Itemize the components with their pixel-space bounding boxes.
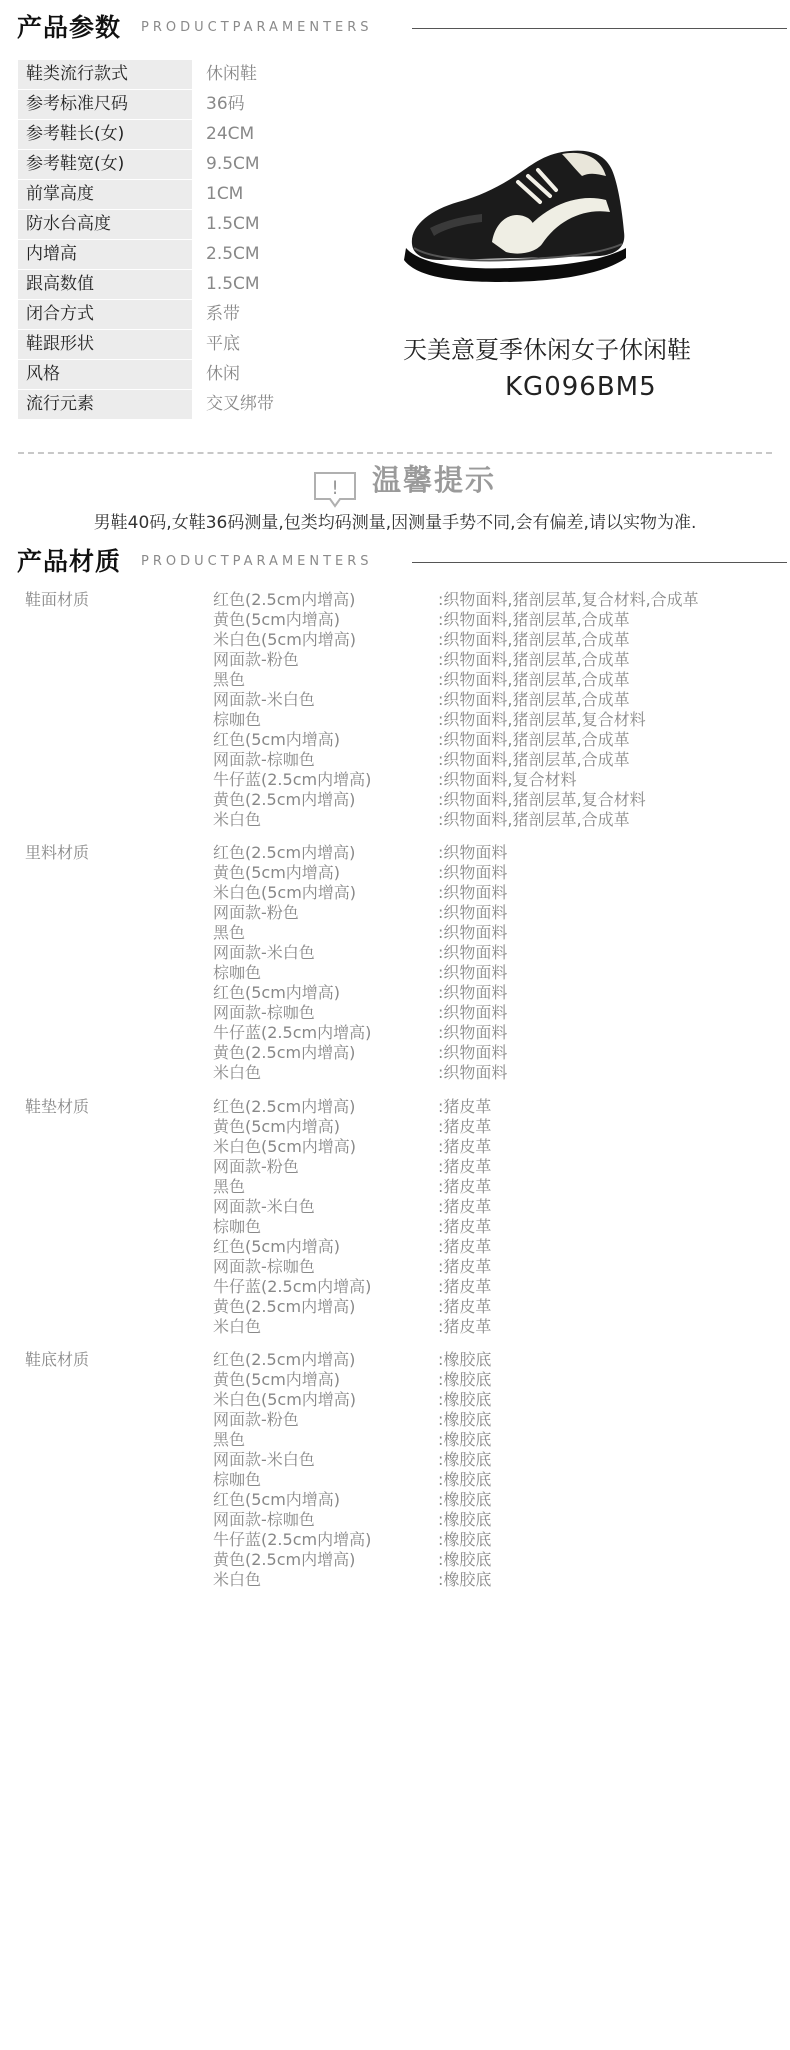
- material-value: :橡胶底: [438, 1450, 492, 1469]
- color-variant: 红色(5cm内增高): [213, 1237, 341, 1256]
- color-variant: 棕咖色: [213, 710, 262, 729]
- color-variant: 黄色(5cm内增高): [213, 1117, 341, 1136]
- material-value: :织物面料,猪剖层革,复合材料,合成革: [438, 590, 699, 609]
- param-label: 参考鞋长(女): [18, 120, 192, 149]
- param-value: 系带: [206, 304, 240, 324]
- param-label: 参考鞋宽(女): [18, 150, 192, 179]
- color-variant: 网面款-粉色: [213, 650, 299, 669]
- param-value: 9.5CM: [206, 154, 260, 174]
- color-variant: 网面款-米白色: [213, 1450, 315, 1469]
- color-variant: 黑色: [213, 923, 246, 942]
- color-variant: 红色(5cm内增高): [213, 1490, 341, 1509]
- color-variant: 网面款-粉色: [213, 1410, 299, 1429]
- material-value: :橡胶底: [438, 1470, 492, 1489]
- param-row: [18, 390, 318, 419]
- section-header-params: [17, 8, 787, 48]
- color-variant: 网面款-米白色: [213, 1197, 315, 1216]
- material-value: :橡胶底: [438, 1410, 492, 1429]
- param-row: [18, 150, 318, 179]
- color-variant: 黑色: [213, 1177, 246, 1196]
- material-value: :猪皮革: [438, 1097, 492, 1116]
- param-label: 风格: [18, 360, 192, 389]
- color-variant: 牛仔蓝(2.5cm内增高): [213, 770, 372, 789]
- material-value: :织物面料: [438, 1023, 508, 1042]
- material-value: :织物面料,猪剖层革,合成革: [438, 650, 630, 669]
- color-variant: 米白色(5cm内增高): [213, 630, 357, 649]
- color-variant: 黄色(5cm内增高): [213, 610, 341, 629]
- material-value-list: [438, 1350, 491, 1590]
- color-variant: 黑色: [213, 670, 246, 689]
- product-name: 天美意夏季休闲女子休闲鞋: [403, 336, 691, 364]
- color-variant: 米白色(5cm内增高): [213, 1390, 357, 1409]
- param-label: 参考标准尺码: [18, 90, 192, 119]
- material-value: :橡胶底: [438, 1490, 492, 1509]
- color-variant: 黄色(2.5cm内增高): [213, 1550, 356, 1569]
- material-value: :织物面料: [438, 883, 508, 902]
- param-row: [18, 240, 318, 269]
- material-value: :猪皮革: [438, 1257, 492, 1276]
- section-subtitle: PRODUCTPARAMENTERS: [141, 20, 373, 35]
- color-variant: 红色(2.5cm内增高): [213, 590, 356, 609]
- material-value: :橡胶底: [438, 1510, 492, 1529]
- color-variant: 网面款-米白色: [213, 943, 315, 962]
- material-value-list: [438, 843, 507, 1083]
- material-value: :织物面料: [438, 983, 508, 1002]
- material-value: :织物面料: [438, 863, 508, 882]
- color-variant: 米白色(5cm内增高): [213, 883, 357, 902]
- material-value: :猪皮革: [438, 1117, 492, 1136]
- material-value-list: [438, 1097, 491, 1337]
- param-table: [18, 60, 318, 420]
- material-value: :橡胶底: [438, 1430, 492, 1449]
- color-variant: 牛仔蓝(2.5cm内增高): [213, 1277, 372, 1296]
- material-value: :猪皮革: [438, 1217, 492, 1236]
- color-variant: 棕咖色: [213, 1217, 262, 1236]
- color-variant: 网面款-棕咖色: [213, 1257, 315, 1276]
- dashed-divider: [18, 452, 772, 454]
- param-value: 休闲鞋: [206, 64, 257, 84]
- material-value: :织物面料: [438, 963, 508, 982]
- param-row: [18, 210, 318, 239]
- color-variant: 牛仔蓝(2.5cm内增高): [213, 1530, 372, 1549]
- material-value: :猪皮革: [438, 1177, 492, 1196]
- param-label: 闭合方式: [18, 300, 192, 329]
- color-variant-list: [213, 1350, 371, 1590]
- shoe-image: [400, 148, 630, 288]
- param-label: 流行元素: [18, 390, 192, 419]
- param-value: 36码: [206, 94, 245, 114]
- product-code: KG096BM5: [505, 372, 657, 402]
- param-value: 交叉绑带: [206, 394, 274, 414]
- material-value: :橡胶底: [438, 1350, 492, 1369]
- material-value: :织物面料,猪剖层革,合成革: [438, 750, 630, 769]
- material-value: :织物面料,猪剖层革,合成革: [438, 690, 630, 709]
- material-value: :织物面料: [438, 1043, 508, 1062]
- color-variant: 网面款-棕咖色: [213, 1003, 315, 1022]
- material-group-label: 鞋垫材质: [25, 1097, 90, 1116]
- tip-title: 温馨提示: [372, 463, 497, 497]
- color-variant: 红色(2.5cm内增高): [213, 1097, 356, 1116]
- material-value: :织物面料: [438, 843, 508, 862]
- material-value: :猪皮革: [438, 1137, 492, 1156]
- color-variant: 黄色(5cm内增高): [213, 1370, 341, 1389]
- param-row: [18, 120, 318, 149]
- param-row: [18, 360, 318, 389]
- color-variant: 红色(2.5cm内增高): [213, 1350, 356, 1369]
- material-value: :橡胶底: [438, 1370, 492, 1389]
- tip-text: 男鞋40码,女鞋36码测量,包类均码测量,因测量手势不同,会有偏差,请以实物为准.: [93, 513, 697, 533]
- param-label: 内增高: [18, 240, 192, 269]
- material-group-label: 鞋面材质: [25, 590, 90, 609]
- material-value: :猪皮革: [438, 1237, 492, 1256]
- material-value: :猪皮革: [438, 1297, 492, 1316]
- material-value: :织物面料,猪剖层革,合成革: [438, 630, 630, 649]
- color-variant: 网面款-米白色: [213, 690, 315, 709]
- param-row: [18, 270, 318, 299]
- param-value: 2.5CM: [206, 244, 260, 264]
- material-value: :猪皮革: [438, 1317, 492, 1336]
- material-value: :橡胶底: [438, 1550, 492, 1569]
- material-value: :织物面料,猪剖层革,复合材料: [438, 710, 646, 729]
- param-row: [18, 180, 318, 209]
- param-value: 24CM: [206, 124, 255, 144]
- param-row: [18, 330, 318, 359]
- color-variant: 棕咖色: [213, 1470, 262, 1489]
- section-divider: [412, 562, 787, 563]
- material-value: :织物面料: [438, 1063, 508, 1082]
- material-value: :橡胶底: [438, 1390, 492, 1409]
- param-label: 跟高数值: [18, 270, 192, 299]
- color-variant: 米白色: [213, 1063, 262, 1082]
- color-variant: 米白色: [213, 810, 262, 829]
- material-value: :橡胶底: [438, 1530, 492, 1549]
- param-value: 1.5CM: [206, 274, 260, 294]
- material-value: :织物面料: [438, 1003, 508, 1022]
- section-title: 产品参数: [17, 13, 122, 42]
- material-value: :织物面料,复合材料: [438, 770, 577, 789]
- param-value: 休闲: [206, 364, 240, 384]
- material-value: :猪皮革: [438, 1277, 492, 1296]
- speech-bubble-exclamation-icon: [312, 470, 358, 510]
- material-value: :织物面料: [438, 943, 508, 962]
- color-variant: 网面款-棕咖色: [213, 750, 315, 769]
- param-label: 防水台高度: [18, 210, 192, 239]
- color-variant-list: [213, 590, 371, 830]
- material-value: :猪皮革: [438, 1157, 492, 1176]
- param-row: [18, 90, 318, 119]
- color-variant: 红色(2.5cm内增高): [213, 843, 356, 862]
- material-group-label: 里料材质: [25, 843, 90, 862]
- color-variant: 红色(5cm内增高): [213, 983, 341, 1002]
- param-label: 前掌高度: [18, 180, 192, 209]
- color-variant: 牛仔蓝(2.5cm内增高): [213, 1023, 372, 1042]
- material-value: :织物面料,猪剖层革,复合材料: [438, 790, 646, 809]
- material-value: :织物面料,猪剖层革,合成革: [438, 670, 630, 689]
- color-variant: 红色(5cm内增高): [213, 730, 341, 749]
- param-value: 平底: [206, 334, 240, 354]
- color-variant: 黄色(2.5cm内增高): [213, 1043, 356, 1062]
- color-variant-list: [213, 843, 371, 1083]
- material-value-list: [438, 590, 699, 830]
- section-divider: [412, 28, 787, 29]
- param-value: 1.5CM: [206, 214, 260, 234]
- material-value: :橡胶底: [438, 1570, 492, 1589]
- param-row: [18, 60, 318, 89]
- color-variant: 网面款-棕咖色: [213, 1510, 315, 1529]
- section-header-materials: [17, 542, 787, 582]
- material-value: :织物面料,猪剖层革,合成革: [438, 730, 630, 749]
- section-subtitle: PRODUCTPARAMENTERS: [141, 554, 373, 569]
- material-value: :织物面料,猪剖层革,合成革: [438, 610, 630, 629]
- svg-text:!: !: [331, 477, 339, 499]
- param-value: 1CM: [206, 184, 244, 204]
- color-variant: 棕咖色: [213, 963, 262, 982]
- color-variant: 米白色: [213, 1570, 262, 1589]
- section-title: 产品材质: [17, 547, 122, 576]
- color-variant: 网面款-粉色: [213, 1157, 299, 1176]
- color-variant: 米白色: [213, 1317, 262, 1336]
- color-variant: 黄色(2.5cm内增高): [213, 790, 356, 809]
- material-value: :织物面料: [438, 923, 508, 942]
- param-label: 鞋跟形状: [18, 330, 192, 359]
- color-variant-list: [213, 1097, 371, 1337]
- material-value: :织物面料,猪剖层革,合成革: [438, 810, 630, 829]
- color-variant: 黄色(2.5cm内增高): [213, 1297, 356, 1316]
- color-variant: 网面款-粉色: [213, 903, 299, 922]
- param-row: [18, 300, 318, 329]
- color-variant: 米白色(5cm内增高): [213, 1137, 357, 1156]
- color-variant: 黄色(5cm内增高): [213, 863, 341, 882]
- material-group-label: 鞋底材质: [25, 1350, 90, 1369]
- material-value: :猪皮革: [438, 1197, 492, 1216]
- color-variant: 黑色: [213, 1430, 246, 1449]
- param-label: 鞋类流行款式: [18, 60, 192, 89]
- material-value: :织物面料: [438, 903, 508, 922]
